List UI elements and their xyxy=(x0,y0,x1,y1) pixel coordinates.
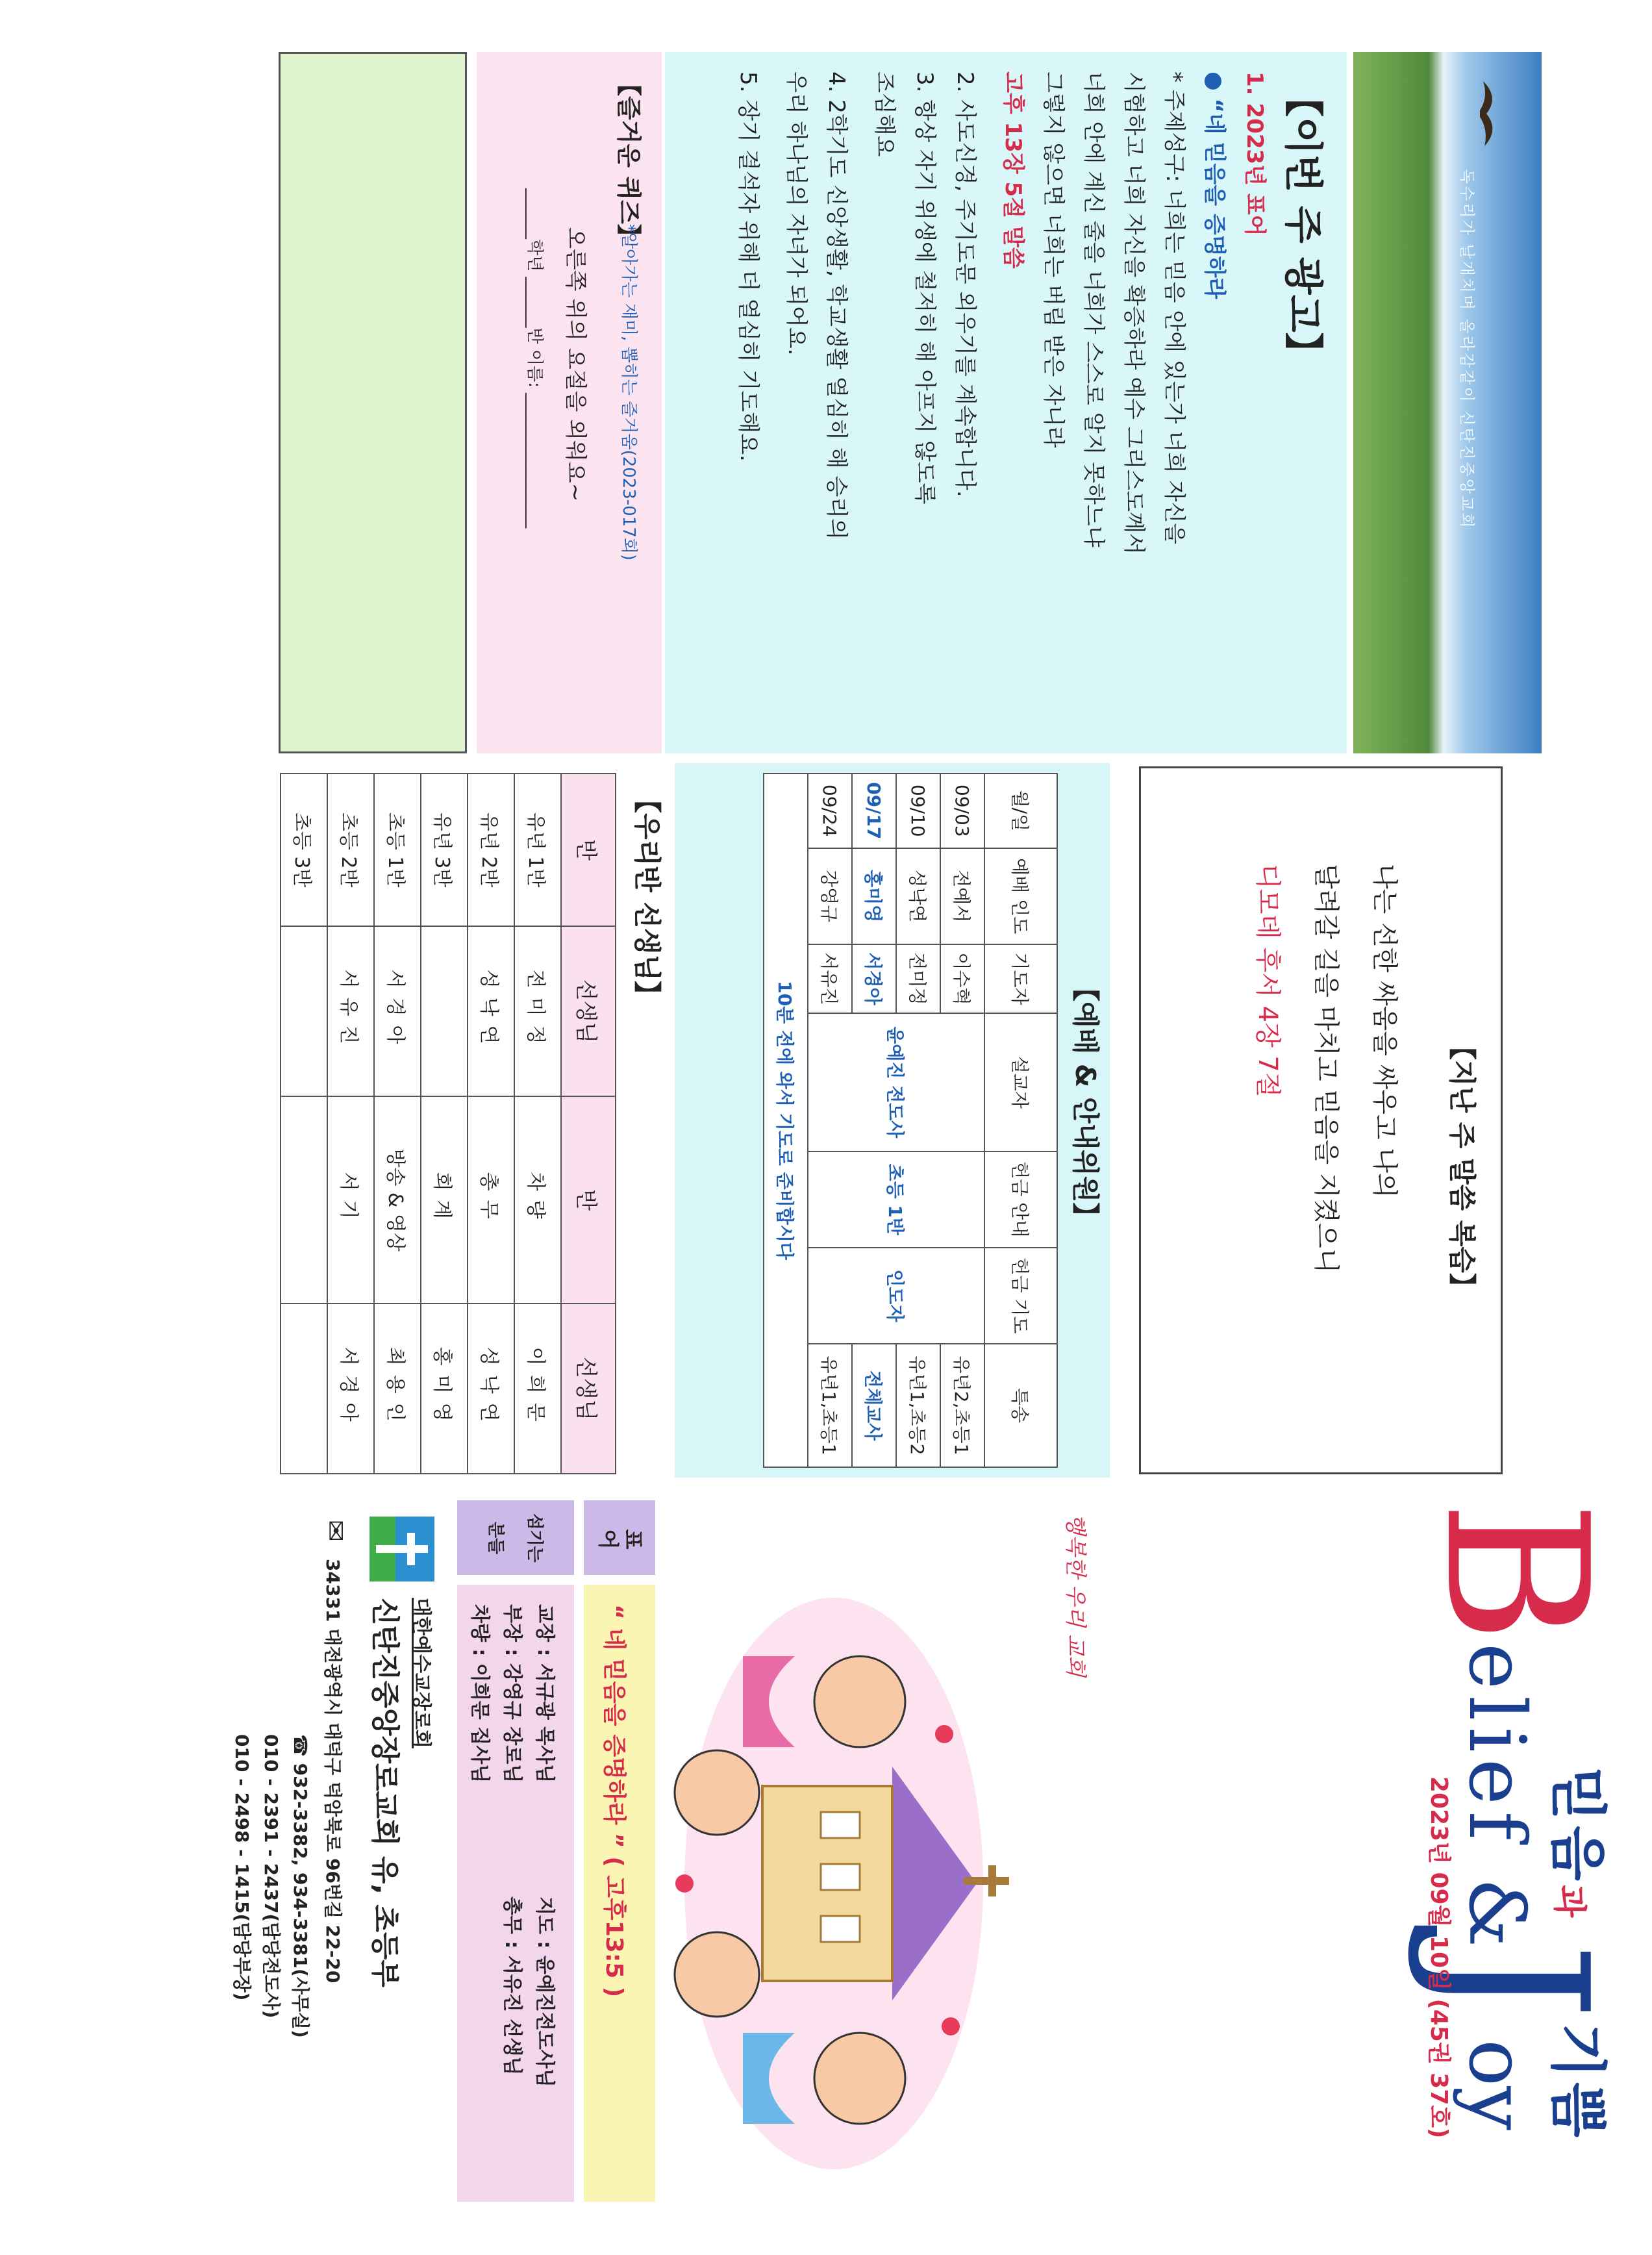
cell-teacher: 전미정 xyxy=(514,926,561,1096)
illustration-slogan: 행복한 우리 교회 xyxy=(1062,1513,1088,1677)
table-header-row xyxy=(561,774,616,1474)
cell-role xyxy=(281,1096,327,1304)
cell-date: 09/10 xyxy=(896,774,940,848)
staff-guide: 지도 : 윤예진전도사님 xyxy=(533,1896,556,2087)
announcement-item: 고후 13장 5절 말씀 xyxy=(1000,71,1026,269)
cell-role: 방송 & 영상 xyxy=(374,1096,421,1304)
announcement-item: 시험하고 너희 자신을 확증하라 예수 그리스도께서 xyxy=(1121,71,1147,555)
staff-label-box xyxy=(457,1500,574,1575)
review-verse-reference: 디모데 후서 4장 7절 xyxy=(1253,864,1283,1098)
cell-teacher: 성낙연 xyxy=(468,926,514,1096)
banner-text: 독수리가 날개치며 올라감같이 신탄진중앙교회 xyxy=(1458,169,1476,530)
cell-class: 초등 1반 xyxy=(374,774,421,926)
cell-class: 유년 1반 xyxy=(514,774,561,926)
motto-label: 표어 xyxy=(596,1529,645,1550)
staff-principal: 교장 : 서규광 목사님 xyxy=(533,1604,556,1783)
cell-class: 유년 3반 xyxy=(421,774,468,926)
cell-teacher xyxy=(281,1304,327,1474)
quiz-note: *알아가는 재미, 뽑히는 즐거움(2023-017회) xyxy=(619,224,638,561)
title-joy: 기쁨 xyxy=(1544,2022,1611,2141)
cell-role: 차량 xyxy=(514,1096,561,1304)
col-leader: 예배 인도 xyxy=(984,848,1057,944)
eagle-icon xyxy=(1470,78,1503,149)
announcement-item: 5. 장기 결석자 위해 더 열심히 기도해요. xyxy=(735,71,761,462)
phone-office: ☎ 932-3382, 934-3381(사무실) xyxy=(290,1734,311,2038)
table-row xyxy=(374,774,421,1474)
review-verse-line-1: 나는 선한 싸움을 싸우고 나의 xyxy=(1370,864,1399,1198)
cell-leader: 전예서 xyxy=(940,848,984,944)
quiz-title: 【즐거운 퀴즈】 xyxy=(614,71,643,249)
cell-date: 09/24 xyxy=(808,774,852,848)
review-verse-line-2: 달려갈 길을 마치고 믿음을 지켰으니 xyxy=(1311,864,1341,1274)
quiz-answer-field[interactable]: ______학년 ______반 이름: ________________ xyxy=(525,188,544,529)
phone-evangelist: 010 - 2391 - 2437(담당전도사) xyxy=(260,1734,282,2019)
cell-prayer: 이수혁 xyxy=(940,944,984,1013)
staff-secretary: 총무 : 서유진 선생님 xyxy=(501,1896,523,2076)
cell-offering-usher: 초등 1반 xyxy=(808,1152,984,1248)
staff-label-line-2: 분들 xyxy=(486,1521,505,1555)
col-teacher-2: 선생님 xyxy=(561,1304,616,1474)
cell-teacher: 서경아 xyxy=(327,1304,374,1474)
worship-title: 【예배 & 안내위원】 xyxy=(1070,974,1101,1230)
address: 34331 대전광역시 대덕구 덕암북로 96번길 22-20 xyxy=(322,1559,344,1984)
title-faith: 믿음 xyxy=(1544,1767,1611,1885)
quiz-instruction: 오른쪽 위의 요절을 외워요~ xyxy=(562,227,588,502)
cell-leader: 홍미영 xyxy=(852,848,896,944)
announcement-item: 2. 사도신경, 주기도문 외우기를 계속합니다. xyxy=(952,71,978,498)
cell-teacher: 이희문 xyxy=(514,1304,561,1474)
cell-prayer: 서경아 xyxy=(852,944,896,1013)
teacher-title: 【우리반 선생님】 xyxy=(631,786,663,1009)
cell-class: 초등 3반 xyxy=(281,774,327,926)
table-row xyxy=(327,774,374,1474)
logo-letter-b: B xyxy=(1403,1500,1629,1644)
logo-word-elief: elief & xyxy=(1451,1643,1542,1954)
announcement-item: 그렇지 않으면 너희는 버림 받은 자니라 xyxy=(1040,71,1066,448)
cell-leader: 성낙연 xyxy=(896,848,940,944)
announcement-item: * 주제성구: 너희는 믿음 안에 있는가 너희 자신을 xyxy=(1161,71,1187,545)
mail-icon: ✉ xyxy=(320,1520,350,1542)
church-logo-icon xyxy=(369,1517,434,1581)
cell-special-song: 유년1,초등1 xyxy=(808,1344,852,1467)
staff-label-line-1: 섬기는 xyxy=(525,1513,544,1563)
table-row xyxy=(468,774,514,1474)
table-row xyxy=(940,774,984,1467)
col-offering-prayer: 헌금 기도 xyxy=(984,1248,1057,1344)
col-preacher: 설교자 xyxy=(984,1013,1057,1151)
cell-class: 유년 2반 xyxy=(468,774,514,926)
staff-director: 부장 : 강영규 장로님 xyxy=(501,1604,523,1783)
cell-teacher: 서경아 xyxy=(374,926,421,1096)
table-header-row xyxy=(984,774,1057,1467)
cell-role: 총무 xyxy=(468,1096,514,1304)
cell-special-song: 유년2,초등1 xyxy=(940,1344,984,1467)
cell-teacher xyxy=(281,926,327,1096)
announcement-item: 4. 2학기도 신앙생활, 학교생활 열심히 해 승리의 xyxy=(823,71,849,540)
review-title: 【지난 주 말씀 복습】 xyxy=(1446,1033,1478,1300)
col-class: 반 xyxy=(561,774,616,926)
announcement-item: 조심해요 xyxy=(871,71,897,157)
children-church-illustration xyxy=(639,1572,1107,2195)
col-special-song: 특송 xyxy=(984,1344,1057,1467)
cell-leader: 강영규 xyxy=(808,848,852,944)
motto-verse: “ 네 믿음을 증명하라 ” ( 고후13:5 ) xyxy=(601,1604,627,1998)
issue-date: 2023년 09월 10일 (45권 37호) xyxy=(1425,1776,1452,2139)
table-row xyxy=(514,774,561,1474)
quiz-answer-area[interactable] xyxy=(279,52,467,753)
col-class-2: 반 xyxy=(561,1096,616,1304)
cell-role: 서기 xyxy=(327,1096,374,1304)
staff-driver: 차량 : 이희문 집사님 xyxy=(468,1604,491,1783)
cell-class: 초등 2반 xyxy=(327,774,374,926)
announcement-item: 우리 하나님의 자녀가 되어요. xyxy=(783,71,809,356)
table-row xyxy=(281,774,327,1474)
cell-role: 회계 xyxy=(421,1096,468,1304)
cell-teacher: 성낙연 xyxy=(468,1304,514,1474)
cell-teacher: 홍미영 xyxy=(421,1304,468,1474)
col-offering-usher: 헌금 안내 xyxy=(984,1152,1057,1248)
worship-footer-note: 10분 전에 와서 기도로 준비합시다 xyxy=(764,774,808,1467)
cell-teacher xyxy=(421,926,468,1096)
cell-special-song: 유년1,초등2 xyxy=(896,1344,940,1467)
logo-word-oy: oy xyxy=(1451,2039,1542,2131)
cell-date: 09/17 xyxy=(852,774,896,848)
phone-director: 010 - 2498 - 1415(담당부장) xyxy=(231,1734,253,2001)
cell-special-song: 전체교사 xyxy=(852,1344,896,1467)
announcement-item: 1. 2023년 표어 xyxy=(1242,71,1268,236)
announcement-title: 【이번 주 광고】 xyxy=(1280,78,1325,372)
worship-table xyxy=(763,773,1058,1468)
denomination: 대한예수교장로회 xyxy=(410,1598,432,1748)
logo-letter-j: J xyxy=(1403,1942,1629,2021)
table-row xyxy=(421,774,468,1474)
cell-date: 09/03 xyxy=(940,774,984,848)
teacher-table xyxy=(280,773,616,1474)
col-prayer: 기도자 xyxy=(984,944,1057,1013)
cell-prayer: 전미정 xyxy=(896,944,940,1013)
cell-offering-prayer: 인도자 xyxy=(808,1248,984,1344)
cell-teacher: 서유진 xyxy=(327,926,374,1096)
col-teacher: 선생님 xyxy=(561,926,616,1096)
table-footer-row xyxy=(764,774,808,1467)
cell-preacher: 윤예진 전도사 xyxy=(808,1013,984,1151)
cell-prayer: 서유진 xyxy=(808,944,852,1013)
church-name: 신탄진중앙장로교회 유, 초등부 xyxy=(368,1598,401,1987)
landscape-banner-image xyxy=(1353,52,1542,753)
cell-teacher: 최용인 xyxy=(374,1304,421,1474)
announcement-item: 3. 항상 자기 위생에 철저히 해 아프지 않도록 xyxy=(912,71,938,505)
announcement-item: ● “네 믿음을 증명하라 xyxy=(1201,71,1227,299)
title-and: 과 xyxy=(1549,1885,1588,1922)
col-date: 월/일 xyxy=(984,774,1057,848)
announcement-item: 너희 안에 계신 줄을 너희가 스스로 알지 못하느냐 xyxy=(1081,71,1107,548)
